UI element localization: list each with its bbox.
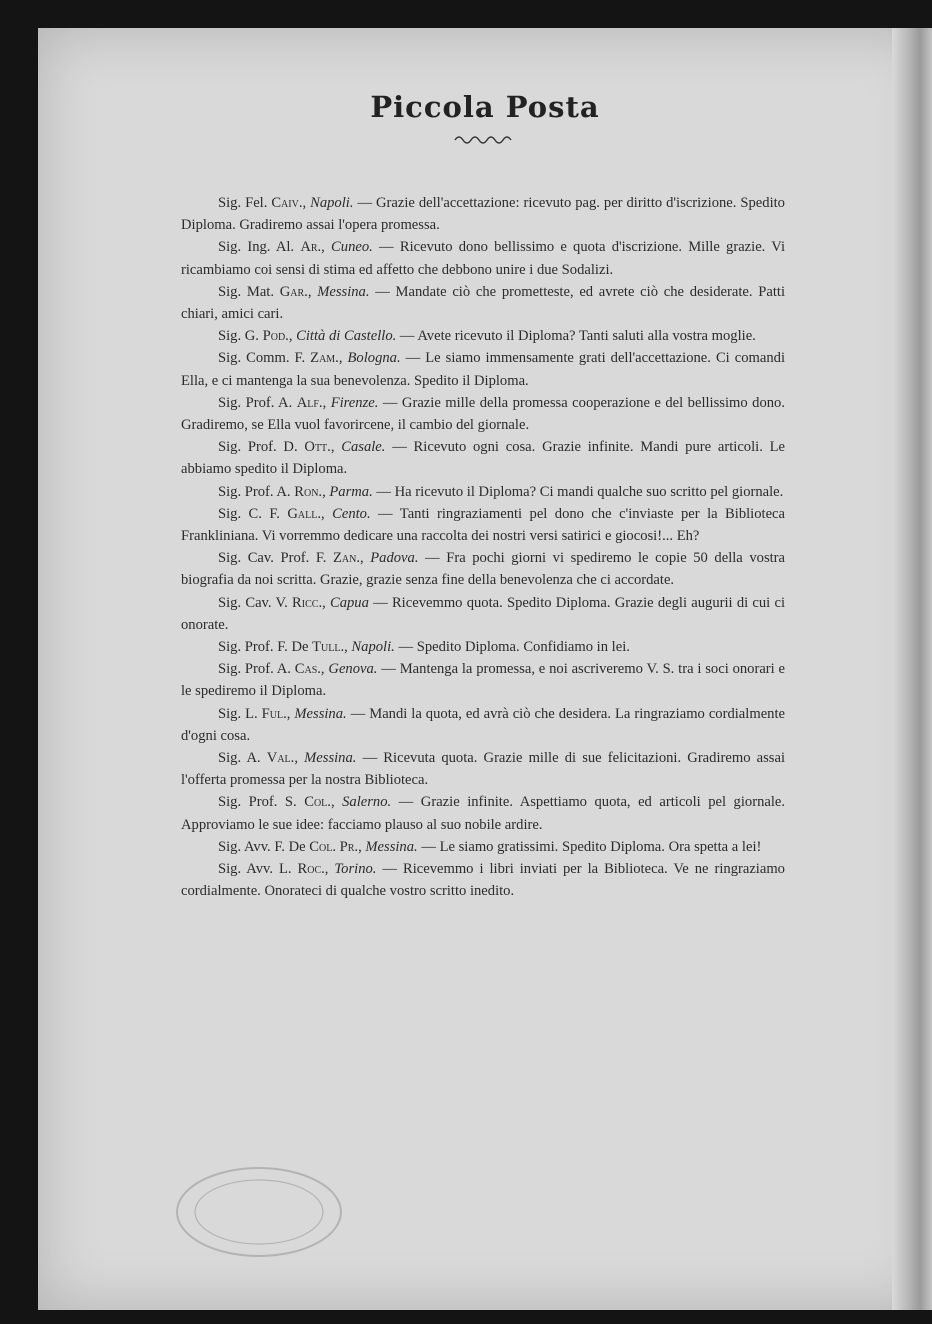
- recipient-name: Col.: [304, 794, 331, 811]
- letter-prefix: Sig. Prof. A.: [218, 483, 295, 500]
- letter-prefix: Sig. Prof. A.: [218, 394, 297, 411]
- letter-text: — Ricevuta quota. Grazie mille di sue felicitazioni. Gradiremo assai l'offerta promessa per la nostra Biblioteca.: [181, 750, 786, 789]
- recipient-name: Pod.: [262, 328, 289, 345]
- letter-entry: Sig. Mat. Gar., Messina. — Mandate ciò che prometteste, ed avrete ciò che desiderate. Patti chiari, amici cari.: [181, 283, 785, 323]
- recipient-place: Napoli.: [351, 639, 395, 656]
- recipient-place: Bologna.: [347, 350, 401, 367]
- letter-text: — Fra pochi giorni vi spediremo le copie 50 della vostra biografia da noi scritta. Grazie, grazie senza fine della benevolenza che ci accordate.: [181, 550, 786, 589]
- letter-prefix: Sig. Prof. S.: [218, 794, 305, 811]
- recipient-name: Roc.: [297, 861, 325, 878]
- page-title: Piccola Posta: [370, 90, 600, 124]
- letter-text: — Avete ricevuto il Diploma? Tanti saluti alla vostra moglie.: [396, 328, 756, 345]
- letter-prefix: Sig. C. F.: [218, 505, 288, 522]
- letter-entry: Sig. C. F. Gall., Cento. — Tanti ringraziamenti pel dono che c'inviaste per la Biblioteca Frankliniana. Vi vorremmo dedicare una raccolta dei nostri versi satirici e giocosi!... Eh?: [181, 505, 786, 545]
- recipient-place: Genova.: [328, 661, 378, 678]
- recipient-name: Cas.: [294, 661, 321, 678]
- paper-edge: [892, 28, 932, 1310]
- letter-prefix: Sig. Cav. Prof. F.: [218, 550, 333, 567]
- letter-prefix: Sig. Mat.: [218, 283, 280, 300]
- letter-entry: Sig. G. Pod., Città di Castello. — Avete ricevuto il Diploma? Tanti saluti alla vostra moglie.: [218, 328, 756, 345]
- letter-text: — Ricevuto ogni cosa. Grazie infinite. Mandi pure articoli. Le abbiamo spedito il Diploma.: [181, 439, 786, 478]
- recipient-name: Ott.: [304, 439, 331, 456]
- letter-prefix: Sig. Prof. F. De: [218, 639, 313, 656]
- letter-text: — Le siamo immensamente grati dell'accettazione. Ci comandi Ella, e ci mantenga la sua benevolenza. Spedito il Diploma.: [181, 350, 785, 389]
- recipient-place: Città di Castello.: [296, 328, 397, 345]
- recipient-place: Casale.: [341, 439, 386, 456]
- letter-prefix: Sig. Fel.: [218, 195, 272, 211]
- recipient-name: Ricc.: [292, 594, 323, 611]
- letter-prefix: Sig. Prof. A.: [218, 661, 295, 678]
- letter-prefix: Sig. Avv. F. De: [218, 838, 310, 855]
- recipient-name: Val.: [266, 750, 295, 767]
- letter-prefix: Sig. Comm. F.: [218, 350, 311, 367]
- recipient-name: Alf.: [296, 394, 323, 411]
- letter-entry: Sig. Cav. V. Ricc., Capua — Ricevemmo quota. Spedito Diploma. Grazie degli augurii di cui ci onorate.: [181, 594, 785, 633]
- letter-text: — Grazie mille della promessa cooperazione e del bellissimo dono. Gradiremo, se Ella vuol favorircene, il cambio del giornale.: [181, 394, 785, 434]
- letter-entry: Sig. A. Val., Messina. — Ricevuta quota. Grazie mille di sue felicitazioni. Gradiremo assai l'offerta promessa per la nostra Biblioteca.: [181, 750, 786, 789]
- letter-text: — Spedito Diploma. Confidiamo in lei.: [394, 639, 630, 656]
- letter-prefix: Sig. Cav. V.: [218, 594, 293, 611]
- recipient-place: Napoli.: [310, 195, 354, 211]
- recipient-name: Gall.: [287, 505, 322, 522]
- letter-text: — Ha ricevuto il Diploma? Ci mandi qualche suo scritto pel giornale.: [372, 483, 784, 500]
- letter-text: — Tanti ringraziamenti pel dono che c'inviaste per la Biblioteca Frankliniana. Vi vorremmo dedicare una raccolta dei nostri versi satirici e giocosi!... Eh?: [181, 505, 786, 545]
- letter-text: — Mantenga la promessa, e noi ascriveremo V. S. tra i soci onorari e le spediremo il Diploma.: [181, 661, 786, 700]
- letter-text: — Le siamo gratissimi. Spedito Diploma. Ora spetta a lei!: [417, 838, 762, 855]
- letter-entry: Sig. Prof. D. Ott., Casale. — Ricevuto ogni cosa. Grazie infinite. Mandi pure articoli. Le abbiamo spedito il Diploma.: [181, 439, 786, 478]
- letter-text: — Ricevuto dono bellissimo e quota d'iscrizione. Mille grazie. Vi ricambiamo coi sensi di stima ed affetto che debbono unire i due Sodalizi.: [181, 239, 786, 278]
- recipient-name: Ful.: [261, 705, 287, 722]
- recipient-place: Messina.: [294, 705, 347, 722]
- recipient-name: Ron.: [294, 483, 323, 500]
- letter-text: — Mandi la quota, ed avrà ciò che desidera. La ringraziamo cordialmente d'ogni cosa.: [181, 705, 785, 744]
- letter-text: — Ricevemmo i libri inviati per la Biblioteca. Ve ne ringraziamo cordialmente. Onorateci di qualche vostro scritto inedito.: [181, 861, 785, 900]
- recipient-name: Zam.: [310, 350, 339, 367]
- recipient-name: Caiv.: [271, 195, 303, 211]
- recipient-place: Firenze.: [330, 394, 379, 411]
- letter-entry: Sig. Prof. A. Alf., Firenze. — Grazie mille della promessa cooperazione e del bellissimo dono. Gradiremo, se Ella vuol favorircene, il cambio del giornale.: [181, 394, 785, 434]
- letter-entry: Sig. Fel. Caiv., Napoli. — Grazie dell'accettazione: ricevuto pag. per diritto d'iscrizione. Spedito Diploma. Gradiremo assai l'opera promessa.: [181, 195, 785, 234]
- recipient-name: Ar.: [300, 239, 322, 256]
- letter-entry: Sig. Prof. A. Ron., Parma. — Ha ricevuto il Diploma? Ci mandi qualche suo scritto pel giornale.: [218, 483, 784, 500]
- library-stamp: [172, 1162, 347, 1262]
- letter-prefix: Sig. L.: [218, 705, 262, 722]
- letter-entry: Sig. Ing. Al. Ar., Cuneo. — Ricevuto dono bellissimo e quota d'iscrizione. Mille grazie. Vi ricambiamo coi sensi di stima ed affetto che debbono unire i due Sodalizi.: [181, 239, 786, 278]
- letter-entry: Sig. Prof. F. De Tull., Napoli. — Spedito Diploma. Confidiamo in lei.: [218, 639, 630, 656]
- letter-text: — Grazie infinite. Aspettiamo quota, ed articoli pel giornale. Approviamo le sue idee: facciamo plauso al suo nobile ardire.: [181, 794, 786, 833]
- recipient-name: Zan.: [333, 550, 361, 567]
- recipient-place: Salerno.: [342, 794, 392, 811]
- correspondence-list: [181, 192, 785, 903]
- recipient-place: Cento.: [332, 505, 371, 522]
- letter-prefix: Sig. A.: [218, 750, 267, 767]
- letter-text: — Mandate ciò che prometteste, ed avrete ciò che desiderate. Patti chiari, amici cari.: [181, 283, 785, 323]
- letter-prefix: Sig. Ing. Al.: [218, 239, 301, 256]
- letter-prefix: Sig. Prof. D.: [218, 439, 305, 456]
- recipient-place: Capua: [329, 594, 369, 611]
- recipient-place: Messina.: [304, 750, 357, 767]
- letter-text: — Ricevemmo quota. Spedito Diploma. Grazie degli augurii di cui ci onorate.: [181, 594, 785, 633]
- letter-entry: Sig. Cav. Prof. F. Zan., Padova. — Fra pochi giorni vi spediremo le copie 50 della vostra biografia da noi scritta. Grazie, grazie senza fine della benevolenza che ci accordate.: [181, 550, 786, 589]
- letter-prefix: Sig. Avv. L.: [218, 861, 298, 878]
- letter-entry: Sig. Prof. S. Col., Salerno. — Grazie infinite. Aspettiamo quota, ed articoli pel giornale. Approviamo le sue idee: facciamo plauso al suo nobile ardire.: [181, 794, 786, 833]
- recipient-name: Gar.: [279, 283, 308, 300]
- letter-entry: Sig. L. Ful., Messina. — Mandi la quota, ed avrà ciò che desidera. La ringraziamo cordialmente d'ogni cosa.: [181, 705, 785, 744]
- recipient-name: Col. Pr.: [309, 838, 359, 855]
- recipient-place: Parma.: [329, 483, 373, 500]
- letter-entry: Sig. Prof. A. Cas., Genova. — Mantenga la promessa, e noi ascriveremo V. S. tra i soci onorari e le spediremo il Diploma.: [181, 661, 786, 700]
- title-ornament: [453, 132, 513, 144]
- letter-entry: Sig. Comm. F. Zam., Bologna. — Le siamo immensamente grati dell'accettazione. Ci comandi Ella, e ci mantenga la sua benevolenza. Spedito il Diploma.: [181, 350, 785, 389]
- recipient-place: Messina.: [317, 283, 370, 300]
- recipient-name: Tull.: [312, 639, 345, 656]
- letter-prefix: Sig. G.: [218, 328, 263, 345]
- letter-entry: Sig. Avv. F. De Col. Pr., Messina. — Le siamo gratissimi. Spedito Diploma. Ora spetta a lei!: [218, 838, 762, 855]
- recipient-place: Padova.: [370, 550, 419, 567]
- letter-text: — Grazie dell'accettazione: ricevuto pag. per diritto d'iscrizione. Spedito Diploma. Gradiremo assai l'opera promessa.: [181, 195, 785, 234]
- recipient-place: Cuneo.: [331, 239, 373, 256]
- recipient-place: Messina.: [365, 838, 418, 855]
- letter-entry: Sig. Avv. L. Roc., Torino. — Ricevemmo i libri inviati per la Biblioteca. Ve ne ringraziamo cordialmente. Onorateci di qualche vostro scritto inedito.: [181, 861, 785, 900]
- recipient-place: Torino.: [334, 861, 377, 878]
